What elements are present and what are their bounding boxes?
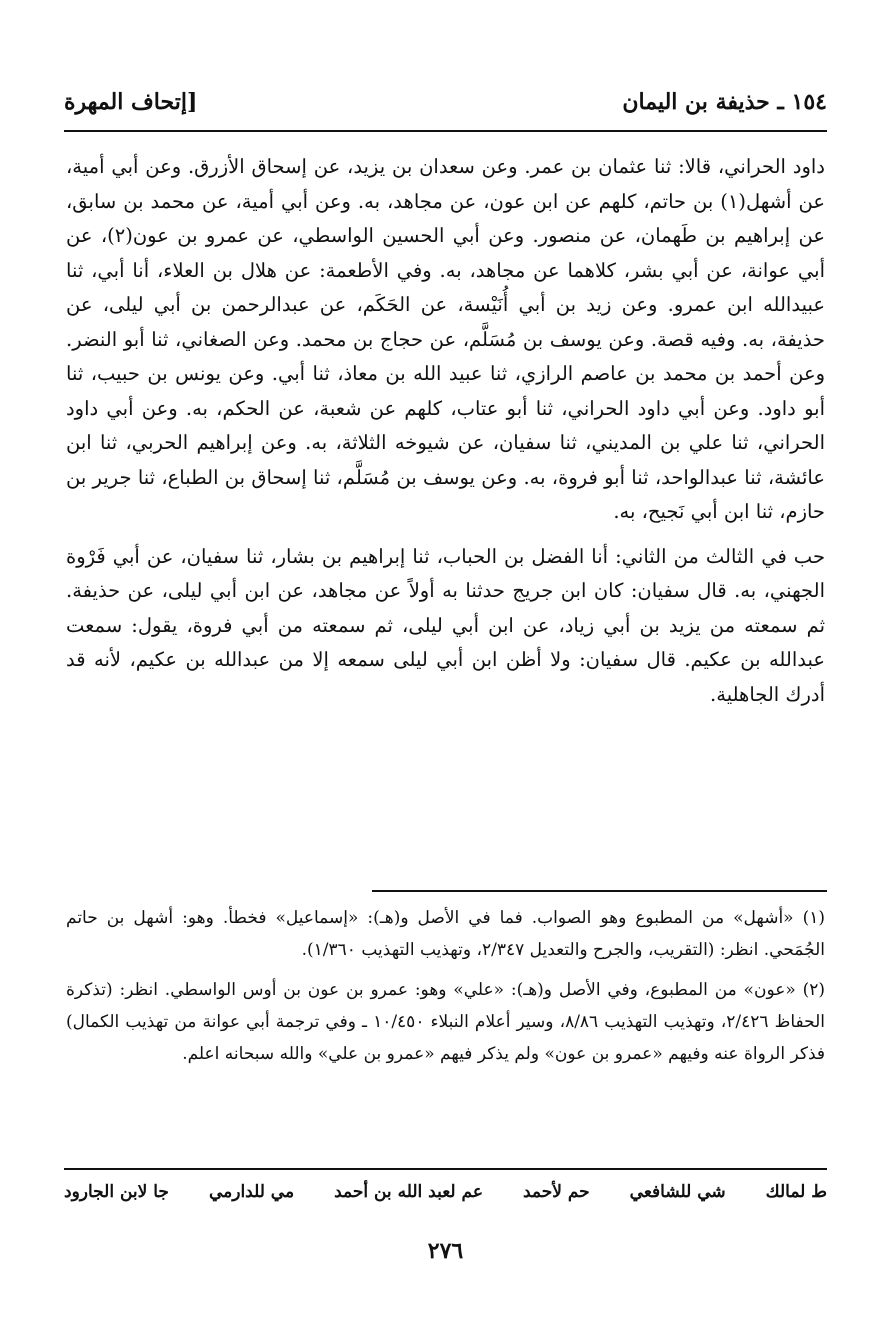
footnote: (٢) «عون» من المطبوع، وفي الأصل و(هـ): «علي» وهو: عمرو بن عون بن أوس الواسطي. انظر: (تذكرة الحفاظ ٢/٤٢٦، وتهذيب التهذيب ٨/٨٦، وسير أعلام النبلاء ١٠/٤٥٠ ـ وفي ترجمة أبي عوانة من تهذيب الكمال) فذكر الرواة عنه وفيهم «عمرو بن عون» ولم يذكر فيهم «عمرو بن علي» والله سبحانه اعلم. xyxy=(66,980,825,1064)
chapter-title: ١٥٤ ـ حذيفة بن اليمان xyxy=(622,89,827,115)
abbreviations-divider xyxy=(64,1168,827,1170)
footnote-divider xyxy=(372,890,827,892)
abbreviation-item: جا لابن الجارود xyxy=(64,1182,169,1202)
main-paragraph: حب في الثالث من الثاني: أنا الفضل بن الحباب، ثنا إبراهيم بن بشار، ثنا سفيان، عن أبي فَرْوة الجهني، به. قال سفيان: كان ابن جريج حدثنا به أولاً عن مجاهد، عن ابن أبي ليلى، عن حذيفة. ثم سمعته من يزيد بن أبي زياد، عن ابن أبي ليلى، ثم سمعته من أبي فروة، يقول: سمعت عبدالله بن عكيم. قال سفيان: ولا أظن ابن أبي ليلى سمعه إلا من عبدالله بن عكيم، لأنه قد أدرك الجاهلية. xyxy=(66,544,825,706)
header-divider xyxy=(64,130,827,132)
abbreviation-item: عم لعبد الله بن أحمد xyxy=(334,1182,483,1202)
main-paragraph: داود الحراني، قالا: ثنا عثمان بن عمر. وعن سعدان بن يزيد، عن إسحاق الأزرق. وعن أبي أمية، عن أشهل(١) بن حاتم، كلهم عن ابن عون، عن مجاهد، به. وعن أبي أمية، عن محمد بن سابق، عن إبراهيم بن طَهمان، عن منصور. وعن أبي الحسين الواسطي، عن عمرو بن عون(٢)، عن أبي عوانة، عن أبي بشر، كلاهما عن مجاهد، به. وفي الأطعمة: عن هلال بن العلاء، أنا أبي، ثنا عبيدالله ابن عمرو. وعن زيد بن أبي أُنَيْسة، عن الحَكَم، عن عبدالرحمن بن أبي ليلى، عن حذيفة، به. وفيه قصة. وعن يوسف بن مُسَلَّم، عن حجاج بن محمد. وعن الصغاني، ثنا أبو النضر. وعن أحمد بن محمد بن عاصم الرازي، ثنا عبيد الله بن معاذ، ثنا أبي. وعن يونس بن حبيب، ثنا أبو داود. وعن أبي داود الحراني، ثنا أبو عتاب، كلهم عن شعبة، عن الحكم، به. وعن أبي داود الحراني، ثنا علي بن المديني، ثنا سفيان، عن شيوخه الثلاثة، به. وعن إبراهيم الحربي، ثنا ابن عائشة، ثنا عبدالواحد، ثنا أبو فروة، به. وعن يوسف بن مُسَلَّم، ثنا إسحاق بن الطباع، ثنا جرير بن حازم، ثنا ابن أبي نَجيح، به. xyxy=(66,155,825,523)
abbreviation-item: ط لمالك xyxy=(765,1182,827,1202)
page-number: ٢٧٦ xyxy=(427,1238,464,1264)
footnote: (١) «أشهل» من المطبوع وهو الصواب. فما في الأصل و(هـ): «إسماعيل» فخطأ. وهو: أشهل بن حاتم الجُمَحي. انظر: (التقريب، والجرح والتعديل ٢/٣٤٧، وتهذيب التهذيب ١/٣٦٠). xyxy=(66,908,825,960)
main-text xyxy=(66,150,825,712)
page-header xyxy=(64,84,827,120)
abbreviation-item: حم لأحمد xyxy=(522,1182,590,1202)
abbreviation-item: شي للشافعي xyxy=(629,1182,726,1202)
footnotes xyxy=(66,902,825,1070)
abbreviation-item: مي للدارمي xyxy=(208,1182,295,1202)
book-title: [إتحاف المهرة xyxy=(64,89,198,115)
abbreviations-key xyxy=(64,1182,827,1202)
